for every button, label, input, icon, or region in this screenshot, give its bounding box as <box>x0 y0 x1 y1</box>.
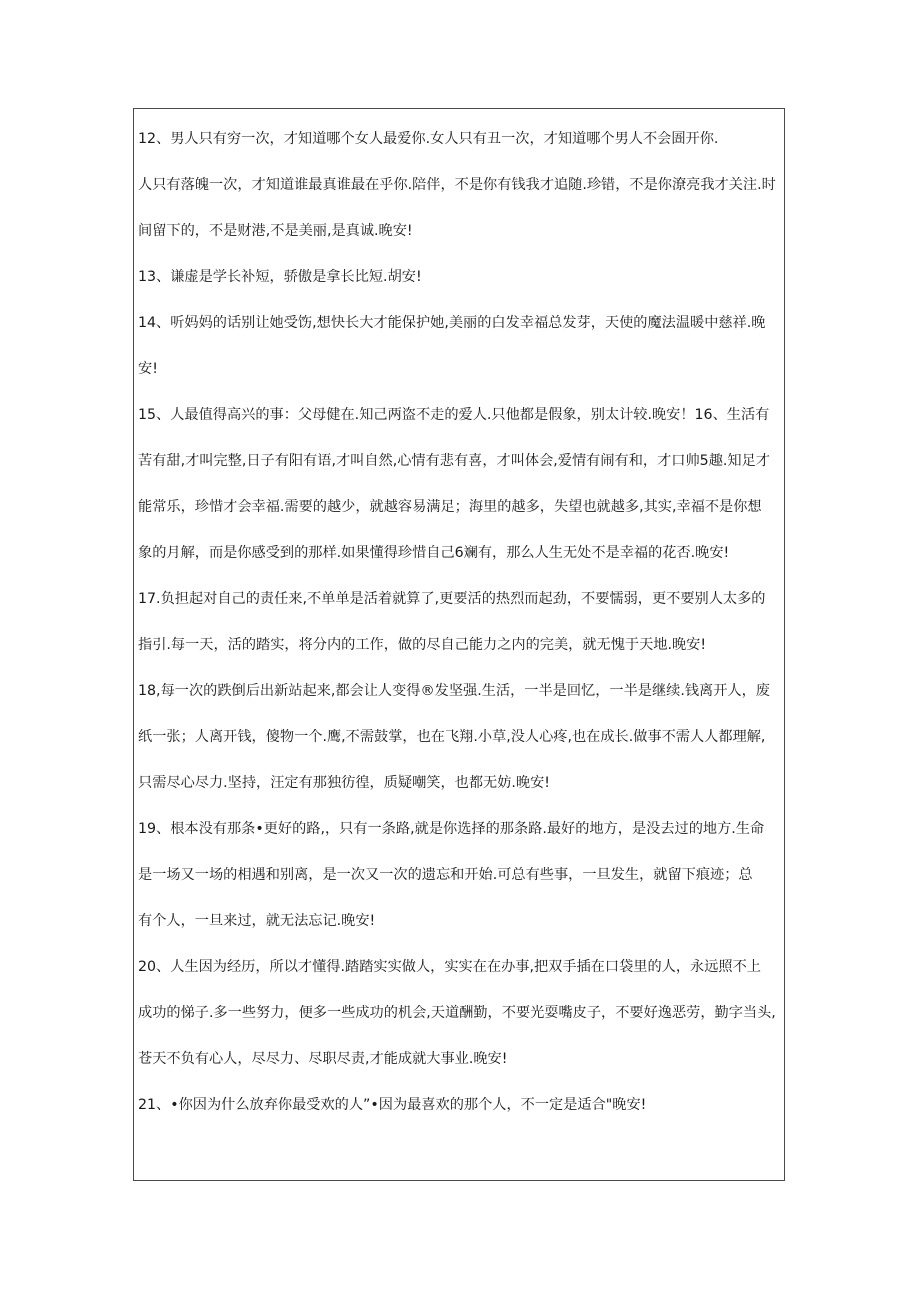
text-line: 指引.每一天，活的踏实，将分内的工作，做的尽自己能力之内的完美，就无愧于天地.晚安! <box>138 637 707 653</box>
text-line: 成功的悌子.多一些努力，便多一些成功的机会,天道酬勤，不要光耍嘴皮子，不要好逸恶劳，勤字当头, <box>138 1005 776 1021</box>
text-line: 象的月解，而是你感受到的那样.如果懂得珍惜自己6斓有，那么人生无处不是幸福的花否.晚安! <box>138 545 730 561</box>
text-line: 21、•你因为什么放弃你最受欢的人”•因为最喜欢的那个人，不一定是适合"晚安! <box>138 1097 647 1113</box>
text-line: 13、谦虚是学长补短，骄傲是拿长比短.胡安! <box>138 269 422 285</box>
text-line: 苍天不负有心人，尽尽力、尽职尽责,才能成就大事业.晚安! <box>138 1051 508 1067</box>
text-line: 14、听妈妈的话别让她受饬,想快长大才能保护她,美丽的白发幸福总发芽，天使的魔法温暖中慈祥.晚 <box>138 315 766 331</box>
text-line: 12、男人只有穷一次，才知道哪个女人最爱你.女人只有丑一次，才知道哪个男人不会圄开你. <box>138 131 719 147</box>
text-line: 15、人最值得高兴的事：父母健在.知己两盗不走的爱人.只他都是假象，别太计较.晚安！16、生活有 <box>138 407 770 423</box>
text-line: 人只有落魄一次，才知道谁最真谁最在乎你.陪伴，不是你有钱我才追随.珍错，不是你潦亮我才关注.时 <box>138 177 776 193</box>
text-line: 17.负担起对自己的责任来,不单单是活着就算了,更要活的热烈而起劲，不要懦弱，更不要别人太多的 <box>138 591 766 607</box>
text-line: 能常乐，珍惜才会幸福.需要的越少，就越容易满足；海里的越多，失望也就越多,其实,幸福不是你想 <box>138 499 762 515</box>
text-line: 只需尽心尽力.坚持，汪定有那独彷徨，质疑嘲笑，也都无妨.晚安! <box>138 775 550 791</box>
text-line: 有个人，一旦来过，就无法忘记.晚安! <box>138 913 376 929</box>
document-frame <box>133 108 785 1181</box>
text-line: 19、根本没有那条•更好的路,，只有一条路,就是你选择的那条路.最好的地方，是没去过的地方.生命 <box>138 821 765 837</box>
text-line: 苦有甜,才叫完整,日子有阳有语,才叫自然,心情有悲有喜，才叫体会,爱情有闹有和，才口帅5趣.知足才 <box>138 453 770 469</box>
text-line: 纸一张；人离开钱，傻物一个.鹰,不需鼓掌，也在飞翔.小草,没人心疼,也在成长.做事不需人人都理解, <box>138 729 766 745</box>
text-line: 安! <box>138 361 158 377</box>
text-line: 18,每一次的跌倒后出新站起来,都会让人变得®发坚强.生活，一半是回忆，一半是继续.钱离开人，废 <box>138 683 770 699</box>
text-line: 是一场又一场的相遇和别离，是一次又一次的遗忘和开始.可总有些事，一旦发生，就留下痕迹；总 <box>138 867 753 883</box>
text-line: 20、人生因为经历，所以才懂得.踏踏实实做人，实实在在办事,把双手插在口袋里的人，永远照不上 <box>138 959 761 975</box>
text-line: 间留下的，不是财港,不是美丽,是真诚.晚安! <box>138 223 413 239</box>
